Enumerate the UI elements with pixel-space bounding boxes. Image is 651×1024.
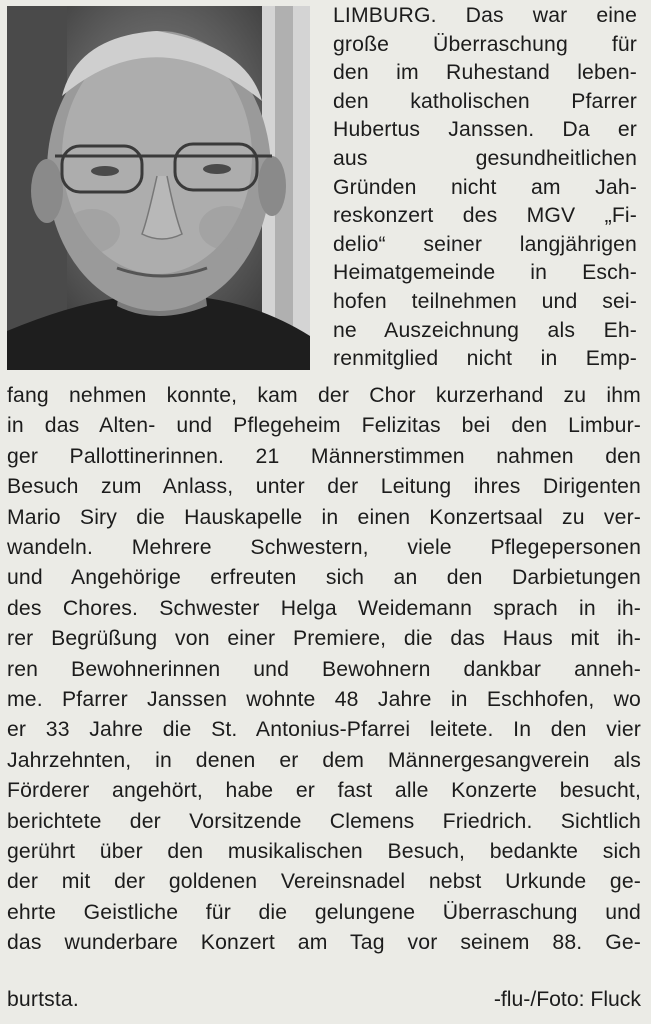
article-line: reskonzert des MGV „Fi- bbox=[333, 204, 637, 228]
article-line: rer Begrüßung von einer Premiere, die das Haus mit ih- bbox=[7, 627, 641, 651]
article-line: Heimatgemeinde in Esch- bbox=[333, 261, 637, 285]
article-line: LIMBURG. Das war eine bbox=[333, 4, 637, 27]
article-line: berichtete der Vorsitzende Clemens Friedrich. Sichtlich bbox=[7, 809, 641, 833]
article-line: ren Bewohnerinnen und Bewohnern dankbar anneh- bbox=[7, 657, 641, 681]
article-line: ger Pallottinerinnen. 21 Männerstimmen nahmen den bbox=[7, 444, 641, 468]
article-line: wandeln. Mehrere Schwestern, viele Pflegepersonen bbox=[7, 536, 641, 559]
article-line: aus gesundheitlichen bbox=[333, 147, 637, 170]
portrait-photo bbox=[7, 6, 310, 370]
article-line: große Überraschung für bbox=[333, 32, 637, 56]
photo-credit: -flu-/Foto: Fluck bbox=[493, 988, 641, 1011]
article-line-last: burtsta. bbox=[7, 988, 79, 1011]
article-line: das wunderbare Konzert am Tag vor seinem 88. Ge- bbox=[7, 931, 641, 955]
article-line: Mario Siry die Hauskapelle in einen Konzertsaal zu ver- bbox=[7, 505, 641, 529]
article-line: den im Ruhestand leben- bbox=[333, 61, 637, 85]
portrait-illustration bbox=[7, 6, 310, 370]
article-line: Gründen nicht am Jah- bbox=[333, 175, 637, 199]
article-line: ehrte Geistliche für die gelungene Überraschung und bbox=[7, 900, 641, 924]
article-line: der mit der goldenen Vereinsnadel nebst Urkunde ge- bbox=[7, 870, 641, 894]
article-line: renmitglied nicht in Emp- bbox=[333, 347, 637, 371]
article-line: me. Pfarrer Janssen wohnte 48 Jahre in Eschhofen, wo bbox=[7, 688, 641, 711]
article-line: Hubertus Janssen. Da er bbox=[333, 118, 637, 142]
article-line: den katholischen Pfarrer bbox=[333, 89, 637, 113]
article-line: ne Auszeichnung als Eh- bbox=[333, 318, 637, 342]
article-line: und Angehörige erfreuten sich an den Darbietungen bbox=[7, 566, 641, 590]
article-line: delio“ seiner langjährigen bbox=[333, 232, 637, 256]
article-line: fang nehmen konnte, kam der Chor kurzerhand zu ihm bbox=[7, 384, 641, 407]
article-line: Förderer angehört, habe er fast alle Konzerte besucht, bbox=[7, 779, 641, 803]
article-line: gerührt über den musikalischen Besuch, bedankte sich bbox=[7, 840, 641, 863]
article-line: hofen teilnehmen und sei- bbox=[333, 290, 637, 313]
article-line: des Chores. Schwester Helga Weidemann sprach in ih- bbox=[7, 596, 641, 620]
article-line: er 33 Jahre die St. Antonius-Pfarrei leitete. In den vier bbox=[7, 718, 641, 742]
article-line: Besuch zum Anlass, unter der Leitung ihres Dirigenten bbox=[7, 475, 641, 499]
article-line: in das Alten- und Pflegeheim Felizitas bei den Limbur- bbox=[7, 414, 641, 438]
article-line: Jahrzehnten, in denen er dem Männergesangverein als bbox=[7, 748, 641, 772]
